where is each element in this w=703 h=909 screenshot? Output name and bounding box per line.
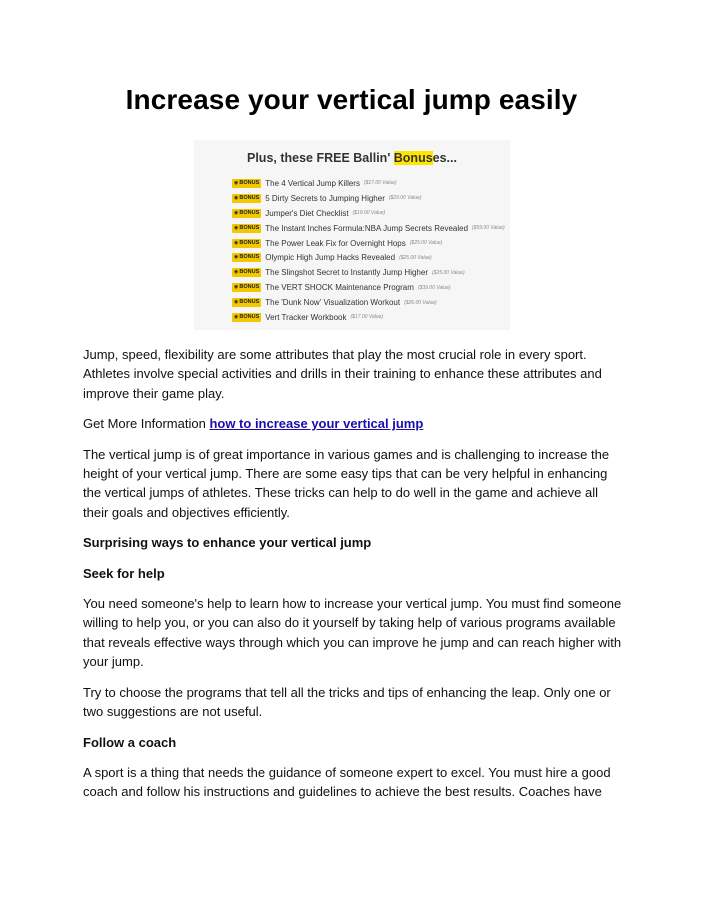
bonus-badge: ◉ BONUS <box>232 179 261 188</box>
bonus-name: The 4 Vertical Jump Killers <box>265 178 360 188</box>
bonus-list <box>232 176 506 325</box>
section-heading: Seek for help <box>83 565 165 581</box>
bonus-item <box>232 221 506 236</box>
bonus-value: ($29.00 Value) <box>388 195 422 202</box>
bonus-item <box>232 295 506 310</box>
page-title: Increase your vertical jump easily <box>125 84 578 115</box>
promo-heading <box>194 151 510 165</box>
bonus-badge: ◉ BONUS <box>232 224 261 233</box>
bonus-value: ($25.00 Value) <box>409 240 443 246</box>
bonus-item <box>232 236 506 251</box>
bonus-badge: ◉ BONUS <box>232 283 261 292</box>
bonus-badge: ◉ BONUS <box>232 209 261 218</box>
bonus-name: The Instant Inches Formula:NBA Jump Secrets Revealed <box>265 223 469 233</box>
section-heading: Surprising ways to enhance your vertical jump <box>83 535 372 551</box>
more-info-label: Get More Information <box>83 416 210 432</box>
bonus-value: ($17.00 Value) <box>350 314 384 321</box>
promo-heading-highlight: Bonus <box>393 151 433 165</box>
bonus-name: The 'Dunk Now' Visualization Workout <box>265 298 401 308</box>
bonus-name: 5 Dirty Secrets to Jumping Higher <box>265 193 385 203</box>
promo-heading-suffix: es... <box>432 151 457 165</box>
paragraph-programs: Try to choose the programs that tell all the tricks and tips of enhancing the leap. Only one or two suggestions are not useful. <box>83 684 611 720</box>
bonus-value: ($39.00 Value) <box>417 284 451 291</box>
bonus-value: ($25.00 Value) <box>399 254 432 261</box>
bonus-item <box>232 280 506 295</box>
bonus-promo-image <box>194 140 510 330</box>
bonus-name: Jumper's Diet Checklist <box>265 208 349 218</box>
bonus-item <box>232 265 506 280</box>
bonus-value: ($17.00 Value) <box>363 180 397 187</box>
bonus-value: ($26.00 Value) <box>404 299 437 306</box>
bonus-badge: ◉ BONUS <box>232 239 261 248</box>
bonus-value: ($25.00 Value) <box>432 269 465 276</box>
paragraph-intro: Jump, speed, flexibility are some attributes that play the most crucial role in every sport. Athletes involve special activities and drills in their training to enhance these attributes and improve their game play. <box>83 347 602 401</box>
bonus-name: The Power Leak Fix for Overnight Hops <box>265 238 406 248</box>
paragraph-importance: The vertical jump is of great importance in various games and is challenging to increase the height of your vertical jump. There are some easy tips that can be very helpful in enhancing the vertical jumps of athletes. These tricks can help to do well in the game and achieve all their goals and objectives efficiently. <box>83 446 610 520</box>
bonus-value: ($19.00 Value) <box>352 210 386 217</box>
vertical-jump-link[interactable]: how to increase your vertical jump <box>209 416 424 432</box>
bonus-item <box>232 176 506 191</box>
paragraph-seek-help: You need someone's help to learn how to increase your vertical jump. You must find someone willing to help you, or you can also do it yourself by taking help of various programs available that reveals effective ways through which you can improve he jump and can reach higher with your jump. <box>83 596 622 670</box>
bonus-name: The VERT SHOCK Maintenance Program <box>265 283 414 293</box>
bonus-badge: ◉ BONUS <box>232 268 261 277</box>
bonus-badge: ◉ BONUS <box>232 298 261 307</box>
bonus-name: Vert Tracker Workbook <box>265 312 347 322</box>
more-info-line <box>83 414 623 433</box>
promo-heading-prefix: Plus, these FREE Ballin' <box>247 151 394 165</box>
bonus-item <box>232 310 506 325</box>
bonus-item <box>232 206 506 221</box>
bonus-value: ($59.00 Value) <box>472 225 505 232</box>
section-heading: Follow a coach <box>83 734 177 750</box>
article-body <box>83 345 623 813</box>
bonus-name: Olympic High Jump Hacks Revealed <box>265 253 396 263</box>
bonus-badge: ◉ BONUS <box>232 253 261 262</box>
bonus-item <box>232 191 506 206</box>
bonus-item <box>232 250 506 265</box>
bonus-badge: ◉ BONUS <box>232 194 261 203</box>
bonus-badge: ◉ BONUS <box>232 313 261 322</box>
bonus-name: The Slingshot Secret to Instantly Jump Higher <box>265 268 428 278</box>
paragraph-coach: A sport is a thing that needs the guidance of someone expert to excel. You must hire a good coach and follow his instructions and guidelines to achieve the best results. Coaches have <box>83 764 611 800</box>
